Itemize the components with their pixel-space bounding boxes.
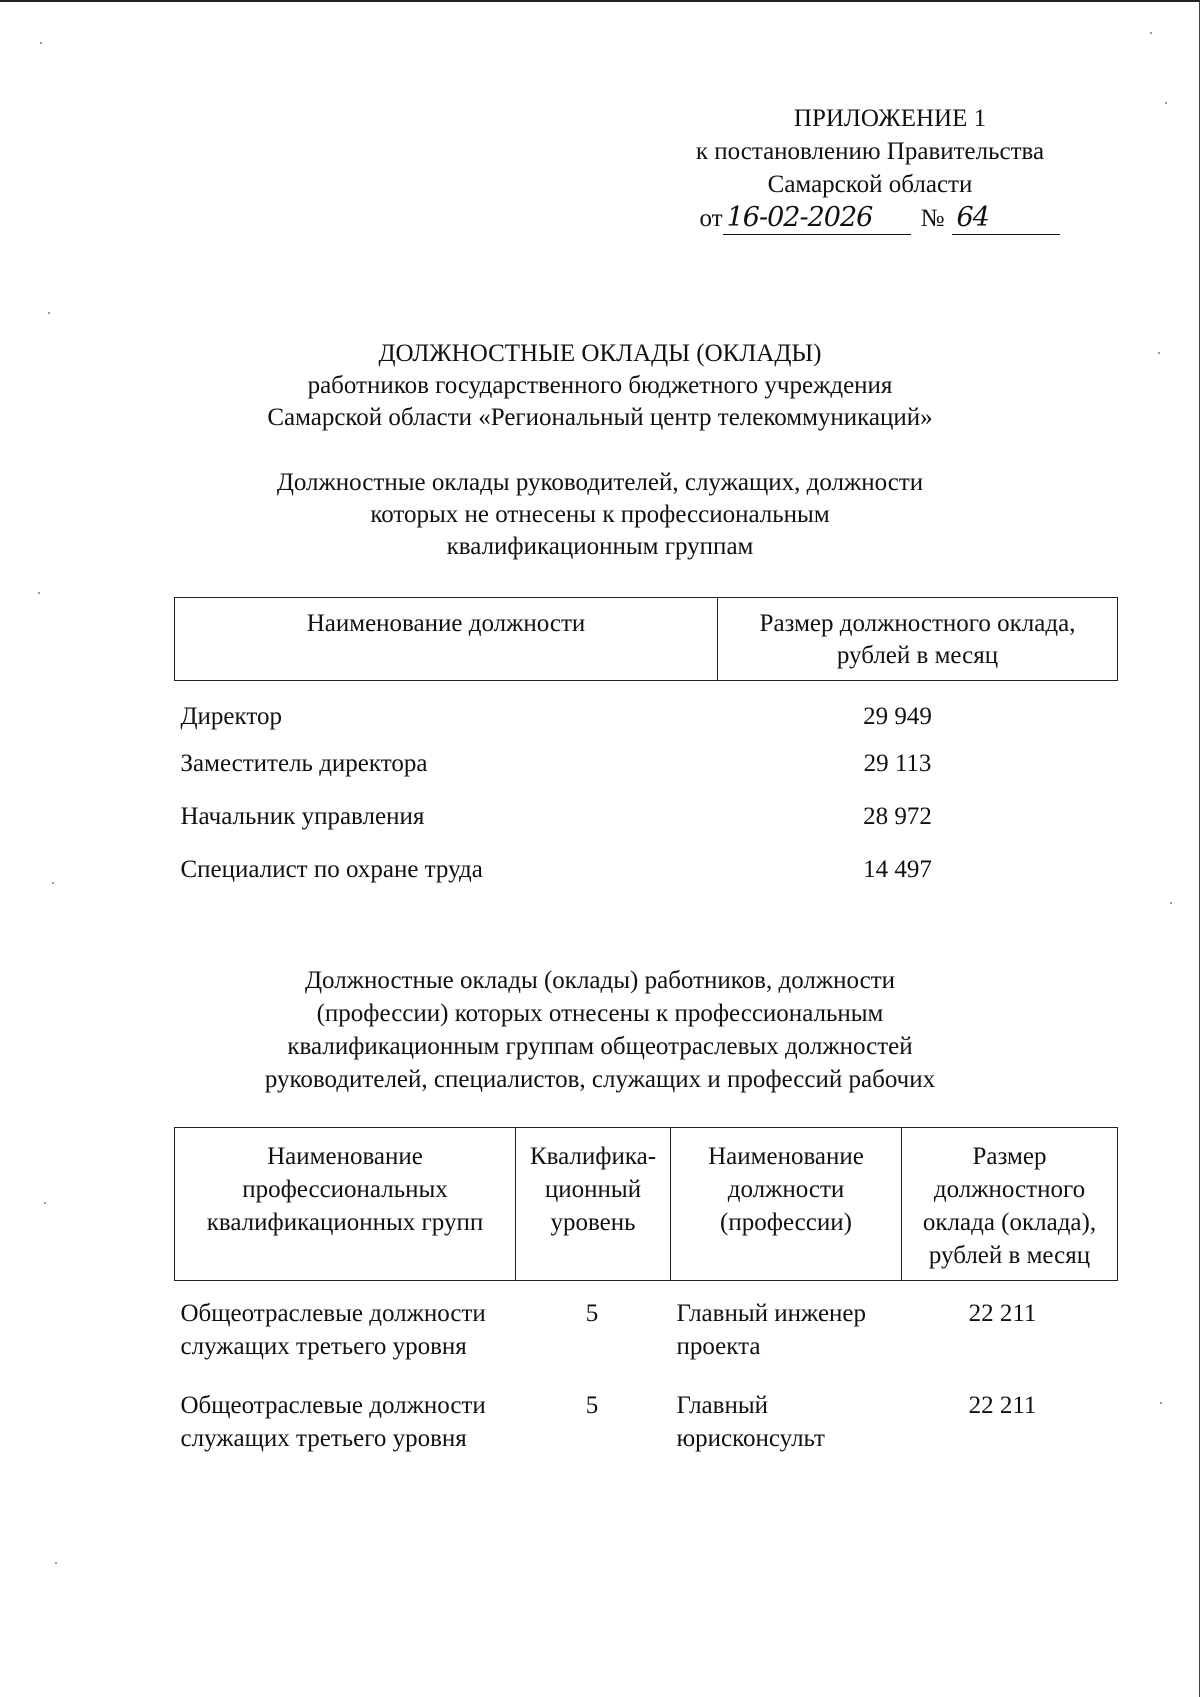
section2-title — [160, 964, 1040, 1096]
position-cell: Главный юрисконсульт — [676, 1392, 825, 1452]
position-cell: Директор — [180, 703, 282, 730]
header-position: Наименование должности (профессии) — [671, 1128, 902, 1281]
appendix-block — [640, 102, 1100, 235]
position-cell: Главный инженер проекта — [676, 1300, 867, 1360]
level-cell: 5 — [585, 1392, 599, 1419]
scan-dot — [1160, 1402, 1162, 1404]
position-cell: Начальник управления — [180, 802, 425, 830]
table-row — [175, 737, 1118, 790]
scan-dot — [38, 592, 40, 594]
section1-title — [160, 467, 1040, 563]
section1-title-line: которых не отнесены к профессиональным — [370, 501, 830, 528]
header-position: Наименование должности — [175, 598, 718, 681]
level-cell: 5 — [585, 1300, 599, 1327]
heading-line-3: Самарской области «Региональный центр телекоммуникаций» — [267, 404, 933, 431]
scan-dot — [48, 312, 50, 314]
scan-dot — [52, 882, 54, 884]
handwritten-date: 16-02-2026 — [723, 201, 911, 235]
appendix-line-1: к постановлению Правительства — [695, 138, 1045, 165]
section1-table — [174, 597, 1118, 896]
date-prefix: от — [699, 205, 723, 232]
section2-title-line: (профессии) которых отнесены к профессиональным — [316, 1000, 884, 1027]
handwritten-number: 64 — [952, 201, 1060, 235]
section1-title-line: квалификационным группам — [446, 533, 754, 560]
header-group: Наименование профессиональных квалификационных групп — [175, 1128, 516, 1281]
section2-title-line: Должностные оклады (оклады) работников, должности — [304, 967, 896, 994]
heading-title: ДОЛЖНОСТНЫЕ ОКЛАДЫ (ОКЛАДЫ) — [378, 340, 822, 367]
salary-cell: 29 949 — [863, 703, 932, 730]
number-label: № — [920, 205, 945, 232]
scan-dot — [1150, 32, 1152, 34]
section2-table — [174, 1127, 1118, 1465]
group-cell: Общеотраслевые должности служащих третьего уровня — [180, 1392, 486, 1452]
appendix-title: ПРИЛОЖЕНИЕ 1 — [793, 105, 987, 132]
position-cell: Заместитель директора — [180, 749, 428, 777]
header-salary: Размер должностного оклада, рублей в месяц — [718, 598, 1118, 681]
salary-cell: 14 497 — [863, 855, 932, 883]
table-row — [175, 681, 1118, 738]
table-row — [175, 843, 1118, 896]
section2-title-line: квалификационным группам общеотраслевых должностей — [287, 1033, 913, 1060]
appendix-date-line — [660, 201, 1100, 235]
table-row — [175, 1373, 1118, 1465]
header-salary: Размер должностного оклада (оклада), рублей в месяц — [902, 1128, 1118, 1281]
table-header-row — [175, 598, 1118, 681]
table-row — [175, 1281, 1118, 1374]
salary-cell: 22 211 — [968, 1392, 1037, 1419]
group-cell: Общеотраслевые должности служащих третьего уровня — [180, 1300, 486, 1360]
header-level: Квалифика-ционный уровень — [516, 1128, 671, 1281]
salary-cell: 29 113 — [863, 749, 932, 777]
salary-cell: 22 211 — [968, 1300, 1037, 1327]
section2-title-line: руководителей, специалистов, служащих и профессий рабочих — [264, 1066, 936, 1093]
salary-cell: 28 972 — [863, 802, 932, 830]
scan-dot — [1158, 352, 1160, 354]
scan-dot — [1165, 102, 1167, 104]
scan-dot — [40, 42, 42, 44]
scan-dot — [1170, 902, 1172, 904]
table-row — [175, 790, 1118, 843]
scan-dot — [55, 1562, 57, 1564]
section1-title-line: Должностные оклады руководителей, служащих, должности — [276, 469, 924, 496]
position-cell: Специалист по охране труда — [180, 855, 483, 883]
document-heading — [160, 338, 1040, 434]
scan-dot — [44, 1202, 46, 1204]
heading-line-2: работников государственного бюджетного учреждения — [307, 372, 893, 399]
table-header-row — [175, 1128, 1118, 1281]
appendix-line-2: Самарской области — [767, 171, 973, 198]
